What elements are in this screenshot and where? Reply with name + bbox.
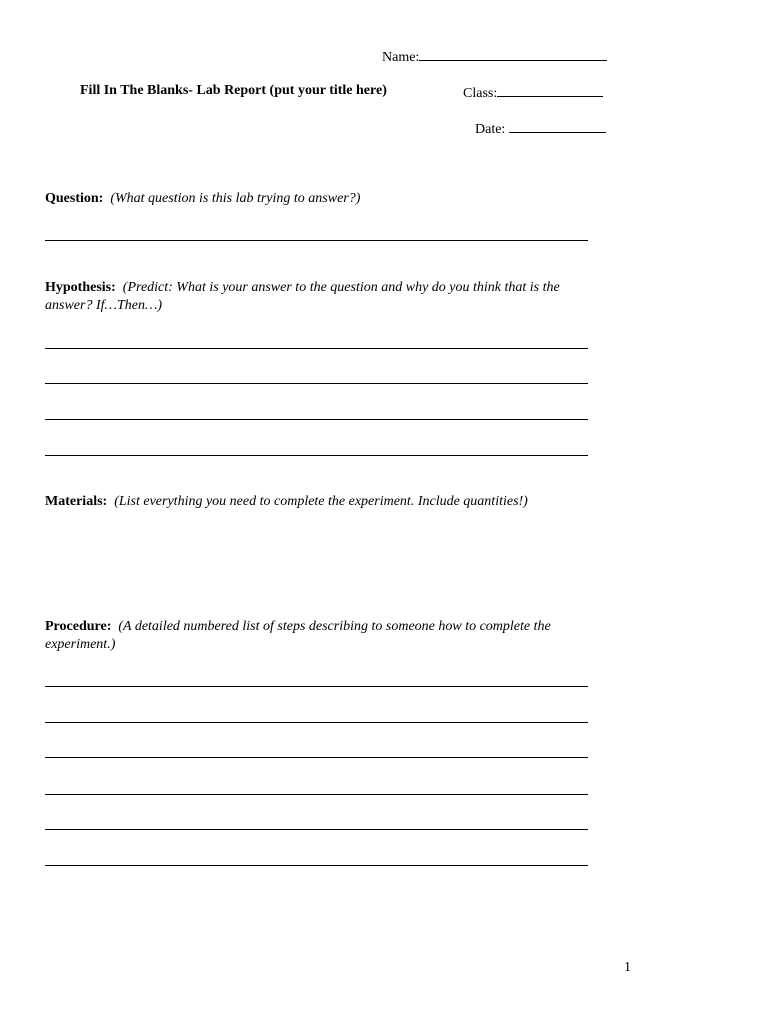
hypothesis-answer-line[interactable] <box>45 383 588 384</box>
name-blank[interactable] <box>419 47 607 61</box>
procedure-answer-line[interactable] <box>45 686 588 687</box>
hypothesis-answer-line[interactable] <box>45 419 588 420</box>
question-section <box>45 190 610 208</box>
class-field[interactable] <box>463 83 603 102</box>
hypothesis-label: Hypothesis: <box>45 280 116 295</box>
name-field[interactable] <box>382 47 607 66</box>
question-answer-line[interactable] <box>45 240 588 241</box>
procedure-answer-line[interactable] <box>45 794 588 795</box>
question-label: Question: <box>45 191 104 206</box>
name-label: Name: <box>382 50 420 65</box>
class-label: Class: <box>463 86 498 101</box>
procedure-answer-line[interactable] <box>45 722 588 723</box>
hypothesis-answer-line[interactable] <box>45 455 588 456</box>
procedure-label: Procedure: <box>45 619 112 634</box>
procedure-answer-line[interactable] <box>45 829 588 830</box>
materials-label: Materials: <box>45 494 108 509</box>
date-label: Date: <box>475 122 506 137</box>
procedure-prompt: (A detailed numbered list of steps describing to someone how to complete the experiment.) <box>45 619 551 652</box>
hypothesis-answer-line[interactable] <box>45 348 588 349</box>
question-prompt: (What question is this lab trying to answer?) <box>110 191 361 206</box>
date-field[interactable] <box>475 119 606 138</box>
procedure-answer-line[interactable] <box>45 865 588 866</box>
hypothesis-section <box>45 279 610 315</box>
page-number: 1 <box>624 960 631 975</box>
date-blank[interactable] <box>509 119 606 133</box>
hypothesis-prompt: (Predict: What is your answer to the question and why do you think that is the answer? If…Then…) <box>45 280 560 313</box>
materials-section <box>45 493 610 511</box>
procedure-section <box>45 618 610 654</box>
document-title: Fill In The Blanks- Lab Report (put your title here) <box>80 83 387 98</box>
class-blank[interactable] <box>497 83 603 97</box>
procedure-answer-line[interactable] <box>45 757 588 758</box>
materials-prompt: (List everything you need to complete the experiment. Include quantities!) <box>114 494 528 509</box>
